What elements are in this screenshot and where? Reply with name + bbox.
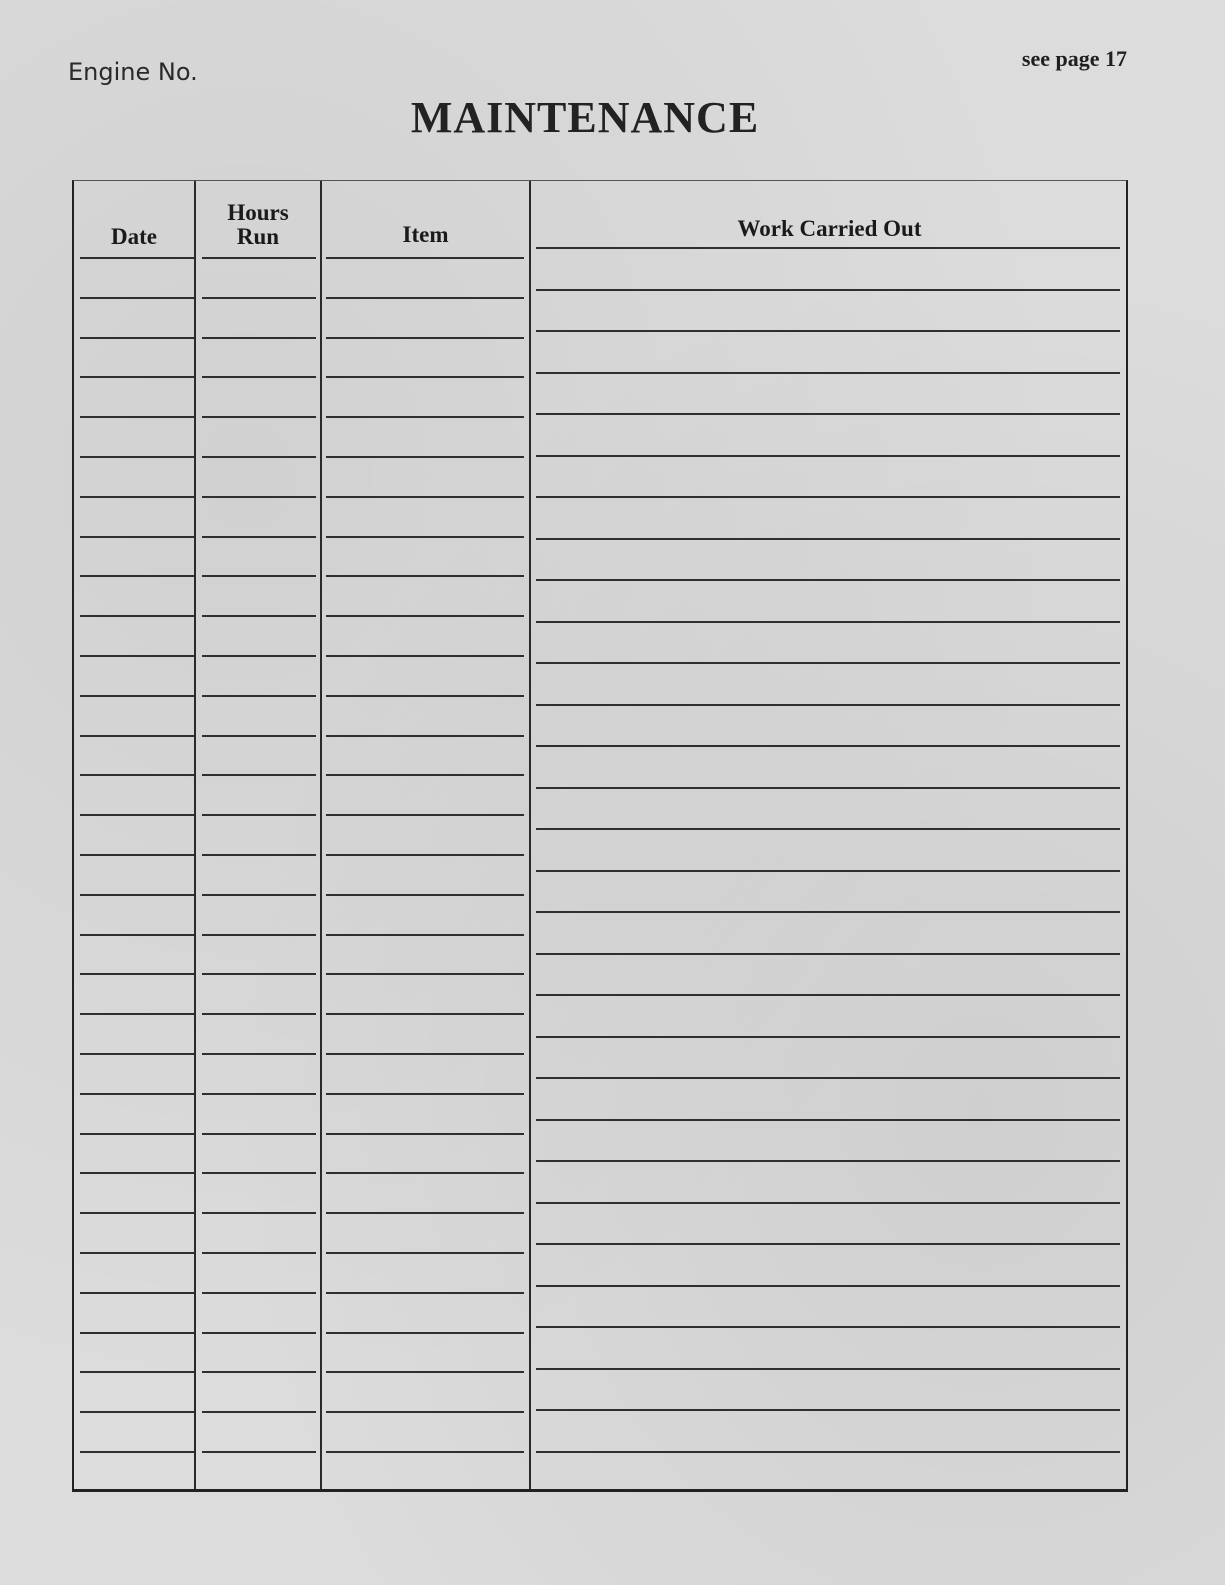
ruled-line — [80, 973, 194, 975]
ruled-line — [536, 828, 1120, 830]
ruled-line — [80, 297, 194, 299]
ruled-line — [536, 745, 1120, 747]
ruled-line — [202, 934, 316, 936]
ruled-line — [536, 247, 1120, 249]
ruled-line — [326, 496, 524, 498]
ruled-line — [326, 1172, 524, 1174]
ruled-line — [202, 854, 316, 856]
ruled-line — [80, 1133, 194, 1135]
ruled-line — [202, 297, 316, 299]
column-divider-date — [194, 181, 196, 1489]
ruled-line — [202, 1451, 316, 1453]
ruled-line — [536, 1368, 1120, 1370]
ruled-line — [536, 1451, 1120, 1453]
ruled-line — [80, 1212, 194, 1214]
ruled-line — [536, 953, 1120, 955]
ruled-line — [80, 1292, 194, 1294]
ruled-line — [80, 1451, 194, 1453]
ruled-line — [326, 376, 524, 378]
ruled-line — [326, 894, 524, 896]
ruled-line — [80, 695, 194, 697]
ruled-line — [80, 376, 194, 378]
ruled-line — [326, 695, 524, 697]
ruled-line — [202, 1292, 316, 1294]
ruled-line — [202, 1252, 316, 1254]
ruled-line — [326, 1411, 524, 1413]
ruled-line — [536, 1285, 1120, 1287]
ruled-line — [326, 814, 524, 816]
page-reference: see page 17 — [1021, 46, 1127, 71]
ruled-line — [326, 973, 524, 975]
ruled-line — [202, 416, 316, 418]
ruled-line — [202, 1212, 316, 1214]
ruled-line — [80, 536, 194, 538]
ruled-line — [80, 456, 194, 458]
ruled-line — [536, 704, 1120, 706]
ruled-line — [202, 536, 316, 538]
ruled-line — [202, 735, 316, 737]
ruled-line — [80, 575, 194, 577]
ruled-line — [80, 1411, 194, 1413]
ruled-line — [326, 934, 524, 936]
ruled-line — [80, 1013, 194, 1015]
ruled-line — [80, 257, 194, 259]
ruled-line — [202, 376, 316, 378]
ruled-line — [536, 330, 1120, 332]
ruled-line — [536, 621, 1120, 623]
ruled-line — [326, 774, 524, 776]
ruled-line — [80, 1371, 194, 1373]
ruled-line — [326, 536, 524, 538]
page-title: MAINTENANCE — [410, 93, 760, 142]
ruled-line — [80, 735, 194, 737]
ruled-line — [80, 1332, 194, 1334]
ruled-line — [80, 655, 194, 657]
engine-number-label: Engine No. — [68, 58, 198, 86]
ruled-line — [202, 1411, 316, 1413]
ruled-line — [326, 615, 524, 617]
ruled-line — [326, 1133, 524, 1135]
ruled-line — [202, 1093, 316, 1095]
ruled-line — [202, 894, 316, 896]
column-header-date: Date — [111, 224, 157, 249]
ruled-line — [80, 774, 194, 776]
ruled-line — [326, 735, 524, 737]
ruled-line — [326, 1013, 524, 1015]
ruled-line — [80, 1172, 194, 1174]
ruled-line — [202, 257, 316, 259]
column-divider-item — [529, 181, 531, 1489]
ruled-line — [202, 1053, 316, 1055]
ruled-line — [80, 1053, 194, 1055]
ruled-line — [80, 814, 194, 816]
ruled-line — [202, 496, 316, 498]
column-header-item: Item — [402, 222, 449, 247]
ruled-line — [536, 496, 1120, 498]
ruled-line — [326, 257, 524, 259]
ruled-line — [326, 337, 524, 339]
ruled-line — [202, 575, 316, 577]
ruled-line — [536, 538, 1120, 540]
ruled-line — [202, 456, 316, 458]
ruled-line — [326, 1252, 524, 1254]
ruled-line — [536, 911, 1120, 913]
ruled-line — [326, 854, 524, 856]
ruled-line — [202, 1172, 316, 1174]
maintenance-table — [72, 180, 1128, 1492]
ruled-line — [536, 1409, 1120, 1411]
ruled-line — [536, 579, 1120, 581]
ruled-line — [326, 1371, 524, 1373]
ruled-line — [326, 1053, 524, 1055]
ruled-line — [536, 413, 1120, 415]
ruled-line — [326, 1451, 524, 1453]
ruled-line — [202, 973, 316, 975]
ruled-line — [326, 655, 524, 657]
column-header-hours-line1: Hours — [227, 200, 289, 225]
column-divider-hours — [320, 181, 322, 1489]
ruled-line — [202, 774, 316, 776]
ruled-line — [536, 372, 1120, 374]
ruled-line — [202, 655, 316, 657]
ruled-line — [536, 787, 1120, 789]
ruled-line — [80, 416, 194, 418]
ruled-line — [202, 1332, 316, 1334]
ruled-line — [536, 1326, 1120, 1328]
column-header-work: Work Carried Out — [737, 216, 922, 241]
ruled-line — [536, 455, 1120, 457]
ruled-line — [80, 894, 194, 896]
column-header-hours-line2: Run — [236, 224, 280, 249]
ruled-line — [326, 297, 524, 299]
ruled-line — [80, 1252, 194, 1254]
ruled-line — [326, 575, 524, 577]
ruled-line — [80, 615, 194, 617]
ruled-line — [326, 1212, 524, 1214]
ruled-line — [536, 870, 1120, 872]
ruled-line — [536, 1077, 1120, 1079]
ruled-line — [80, 496, 194, 498]
ruled-line — [326, 456, 524, 458]
ruled-line — [536, 1160, 1120, 1162]
ruled-line — [202, 814, 316, 816]
ruled-line — [536, 1119, 1120, 1121]
ruled-line — [80, 854, 194, 856]
ruled-line — [80, 934, 194, 936]
ruled-line — [536, 994, 1120, 996]
ruled-line — [326, 1292, 524, 1294]
ruled-line — [80, 337, 194, 339]
ruled-line — [202, 615, 316, 617]
ruled-line — [326, 1093, 524, 1095]
ruled-line — [536, 662, 1120, 664]
ruled-line — [536, 1243, 1120, 1245]
ruled-line — [536, 1036, 1120, 1038]
ruled-line — [202, 1371, 316, 1373]
ruled-line — [536, 289, 1120, 291]
ruled-line — [80, 1093, 194, 1095]
ruled-line — [202, 1013, 316, 1015]
ruled-line — [202, 1133, 316, 1135]
ruled-line — [536, 1202, 1120, 1204]
ruled-line — [202, 337, 316, 339]
ruled-line — [326, 416, 524, 418]
column-header-hours — [196, 201, 320, 249]
ruled-line — [202, 695, 316, 697]
ruled-line — [326, 1332, 524, 1334]
